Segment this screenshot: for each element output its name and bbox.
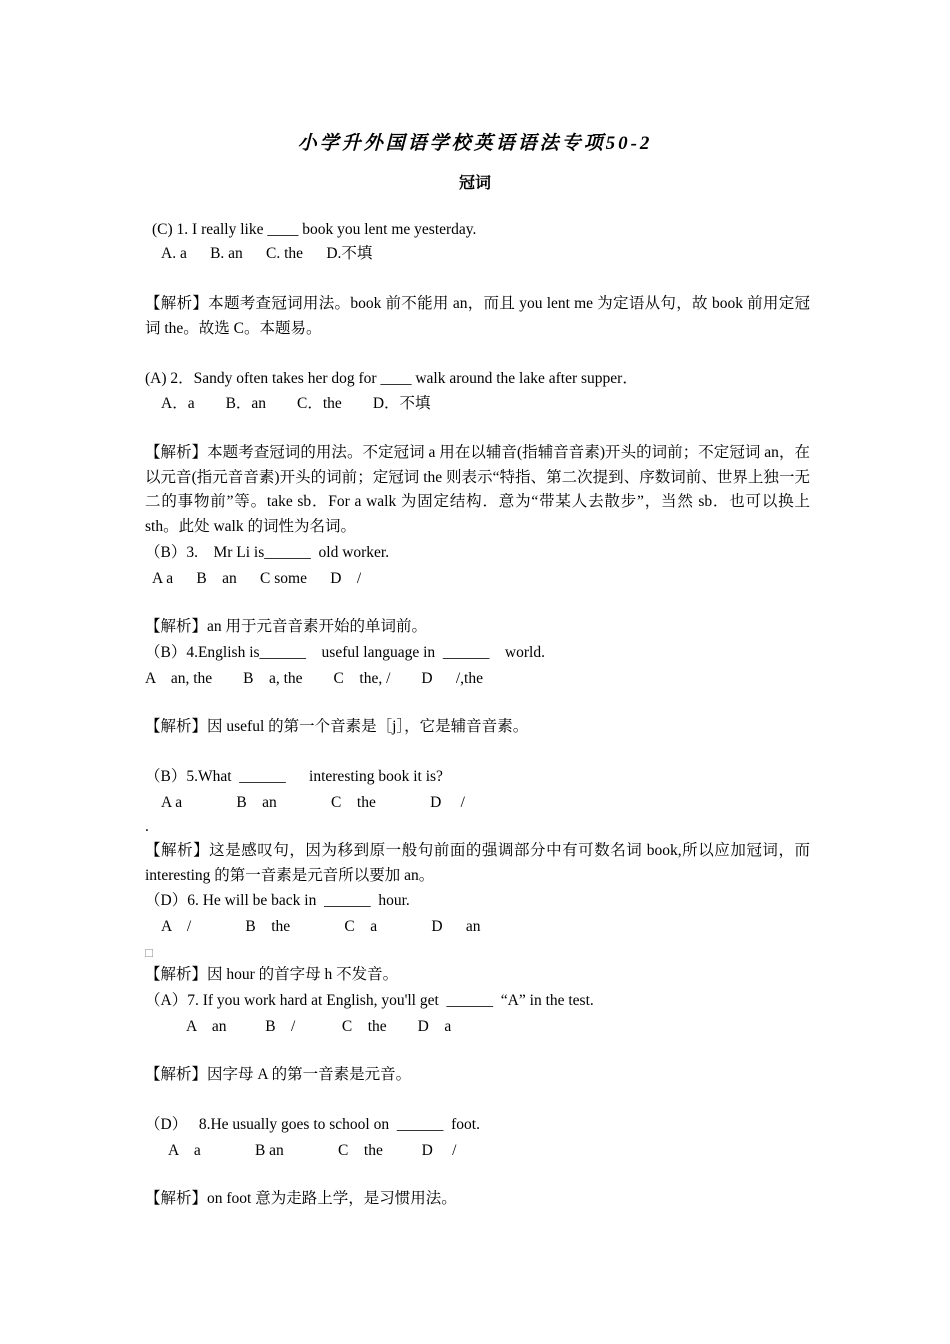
question-3-options: A a B an C some D / xyxy=(152,570,362,587)
question-7-stem: （A）7. If you work hard at English, you'll get ______ “A” in the test. xyxy=(145,992,594,1009)
question-6-analysis: 【解析】因 hour 的首字母 h 不发音。 xyxy=(145,966,399,983)
question-3-stem: （B）3. Mr Li is______ old worker. xyxy=(145,544,390,561)
question-4-options: A an, the B a, the C the, / D /,the xyxy=(145,670,483,687)
page-subtitle: 冠词 xyxy=(458,175,491,192)
question-5-stem: （B）5.What ______ interesting book it is? xyxy=(145,768,443,785)
question-4-stem: （B）4.English is______ useful language in ______ world. xyxy=(145,644,545,661)
page-title: 小学升外国语学校英语语法专项50-2 xyxy=(297,133,653,154)
question-1-stem: (C) 1. I really like ____ book you lent me yesterday. xyxy=(152,221,477,238)
question-5-dot: . xyxy=(145,818,149,835)
question-8-options: A a B an C the D / xyxy=(168,1142,457,1159)
question-8-stem: （D） 8.He usually goes to school on ______ foot. xyxy=(145,1116,480,1133)
question-8-analysis: 【解析】on foot 意为走路上学，是习惯用法。 xyxy=(145,1190,457,1207)
question-7-analysis: 【解析】因字母 A 的第一音素是元音。 xyxy=(145,1066,412,1083)
question-2-stem: (A) 2．Sandy often takes her dog for ____ walk around the lake after supper． xyxy=(145,370,638,387)
question-6-stem: （D）6. He will be back in ______ hour. xyxy=(145,892,410,909)
question-6-options: A / B the C a D an xyxy=(161,918,481,935)
question-7-options: A an B / C the D a xyxy=(186,1018,452,1035)
question-6-mark: □ xyxy=(145,945,153,960)
question-5-options: A a B an C the D / xyxy=(161,794,465,811)
question-1-analysis: 【解析】本题考查冠词用法。book 前不能用 an，而且 you lent me 为定语从句，故 book 前用定冠词 the。故选 C。本题易。 xyxy=(145,295,810,337)
question-2-analysis: 【解析】本题考查冠词的用法。不定冠词 a 用在以辅音(指辅音音素)开头的词前；不定冠词 an，在以元音(指元音音素)开头的词前；定冠词 the 则表示“特指、第二次提到、序数词前、世界上独一无二的事物前”等。take sb．For a walk 为固定结构．意为“带某人去散步”，当然 sb．也可以换上 sth。此处 walk 的词性为名词。 xyxy=(145,444,810,535)
question-1-options: A. a B. an C. the D.不填 xyxy=(161,245,373,262)
question-3-analysis: 【解析】an 用于元音音素开始的单词前。 xyxy=(145,618,428,635)
question-5-analysis: 【解析】这是感叹句，因为移到原一般句前面的强调部分中有可数名词 book,所以应加冠词，而 interesting 的第一音素是元音所以要加 an。 xyxy=(145,842,810,884)
question-4-analysis: 【解析】因 useful 的第一个音素是［j］，它是辅音音素。 xyxy=(145,718,529,735)
question-2-options: A．a B．an C．the D．不填 xyxy=(161,395,431,412)
